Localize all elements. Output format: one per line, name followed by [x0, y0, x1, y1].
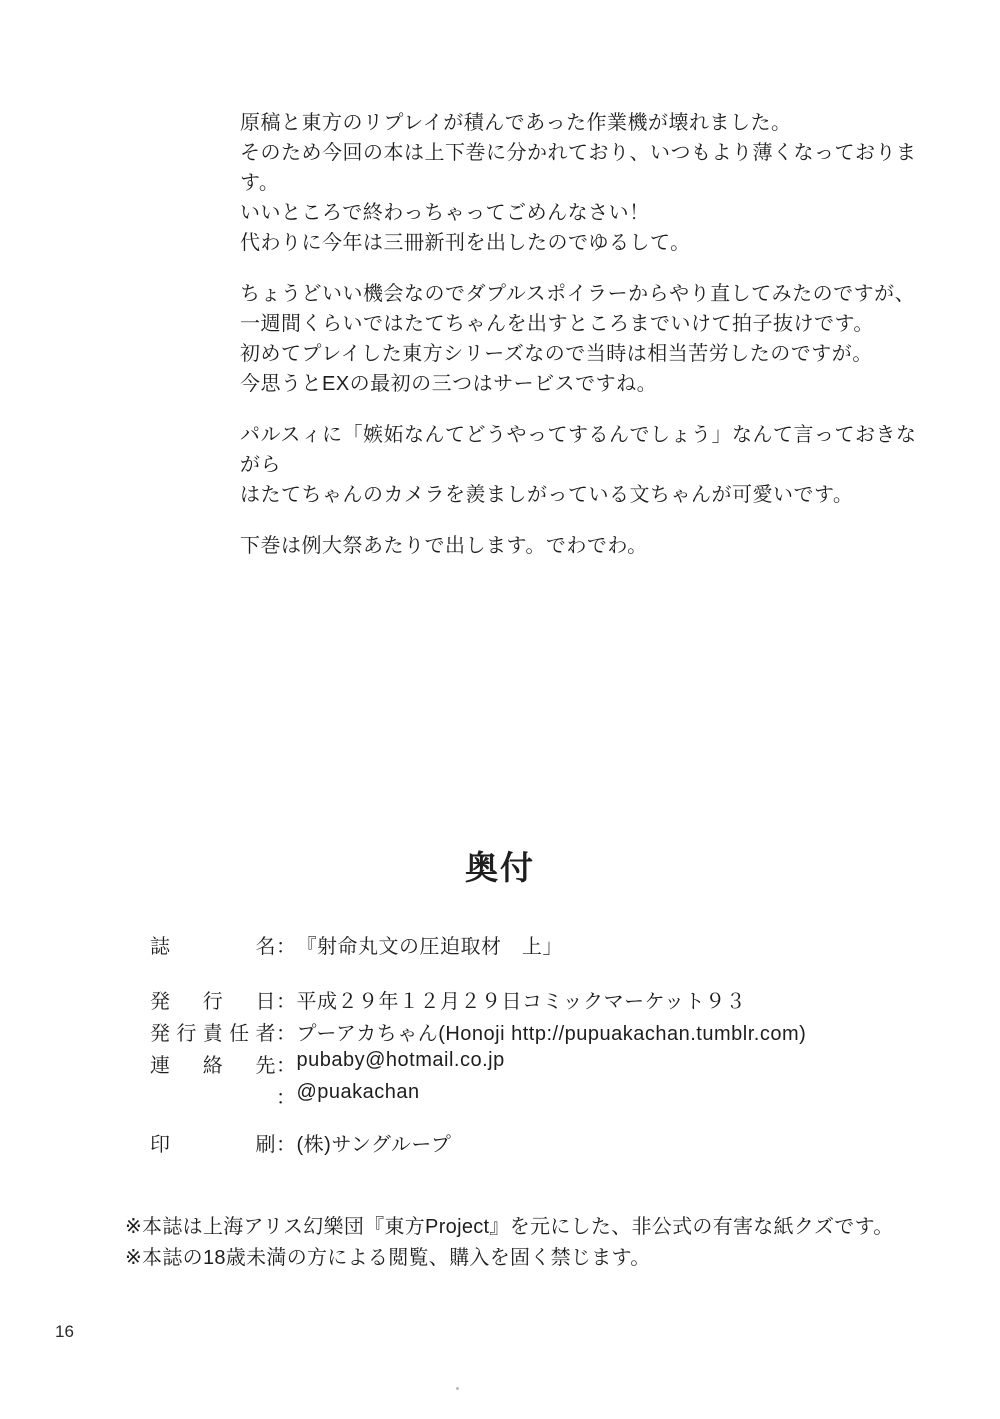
page-number: 16 — [55, 1322, 74, 1341]
afterword-line: パルスィに「嫉妬なんてどうやってするんでしょう」なんて言っておきながら — [240, 424, 917, 476]
colophon-row-title — [150, 930, 563, 959]
colophon-row-issue-date — [150, 985, 746, 1014]
colophon-label: 発行責任者 — [150, 1023, 276, 1045]
afterword-line: 一週間くらいではたてちゃんを出すところまでいけて拍子抜けです。 — [240, 313, 874, 335]
colophon-label — [150, 1081, 276, 1110]
afterword-paragraph — [240, 108, 920, 258]
afterword-paragraph — [240, 279, 920, 399]
colophon-row-publisher — [150, 1017, 806, 1046]
afterword-text — [240, 108, 920, 582]
afterword-line: 下巻は例大祭あたりで出します。でわでわ。 — [240, 535, 648, 557]
afterword-paragraph — [240, 420, 920, 510]
afterword-line: いいところで終わっちゃってごめんなさい！ — [240, 202, 650, 224]
afterword-line: 今思うとEXの最初の三つはサービスですね。 — [240, 373, 658, 395]
scan-artifact-dot — [456, 1387, 459, 1390]
colophon-value: 平成２９年１２月２９日コミックマーケット９３ — [296, 991, 747, 1013]
afterword-line: 初めてプレイした東方シリーズなので当時は相当苦労したのですが。 — [240, 343, 873, 365]
colophon-label: 誌名 — [150, 936, 276, 958]
colophon-row-contact-email — [150, 1049, 505, 1078]
afterword-line: そのため今回の本は上下巻に分かれており、いつもより薄くなっております。 — [240, 142, 917, 194]
colophon-colon: ： — [276, 991, 297, 1013]
colophon-colon: ： — [276, 1087, 297, 1109]
afterword-line: ちょうどいい機会なのでダプルスポイラーからやり直してみたのですが、 — [240, 283, 916, 305]
colophon-value: 『射命丸文の圧迫取材 上」 — [296, 936, 563, 958]
colophon-value: プーアカちゃん(Honoji http://pupuakachan.tumblr.com) — [296, 1023, 807, 1045]
afterword-line: 代わりに今年は三冊新刊を出したのでゆるして。 — [240, 232, 691, 254]
colophon-label: 印刷 — [150, 1134, 276, 1156]
colophon-value: pubaby@hotmail.co.jp — [296, 1049, 505, 1071]
colophon-row-contact-twitter — [150, 1081, 420, 1110]
colophon-colon: ： — [276, 936, 297, 958]
colophon-colon: ： — [276, 1055, 297, 1077]
colophon-value: (株)サングループ — [296, 1134, 452, 1156]
colophon-value: @puakachan — [296, 1081, 420, 1103]
colophon-row-printer — [150, 1128, 451, 1157]
colophon-label: 発行日 — [150, 991, 276, 1013]
colophon-colon: ： — [276, 1134, 297, 1156]
colophon-label: 連絡先 — [150, 1055, 276, 1077]
afterword-line: はたてちゃんのカメラを羨ましがっている文ちゃんが可愛いです。 — [240, 484, 854, 506]
disclaimer-line: ※本誌の18歳未満の方による閲覧、購入を固く禁じます。 — [125, 1247, 651, 1269]
afterword-paragraph — [240, 531, 920, 561]
disclaimer-line: ※本誌は上海アリス幻樂団『東方Project』を元にした、非公式の有害な紙クズです。 — [125, 1216, 894, 1238]
colophon-colon: ： — [276, 1023, 297, 1045]
disclaimer-text — [125, 1212, 925, 1274]
afterword-line: 原稿と東方のリプレイが積んであった作業機が壊れました。 — [240, 112, 792, 134]
colophon-heading: 奥付 — [465, 849, 535, 886]
